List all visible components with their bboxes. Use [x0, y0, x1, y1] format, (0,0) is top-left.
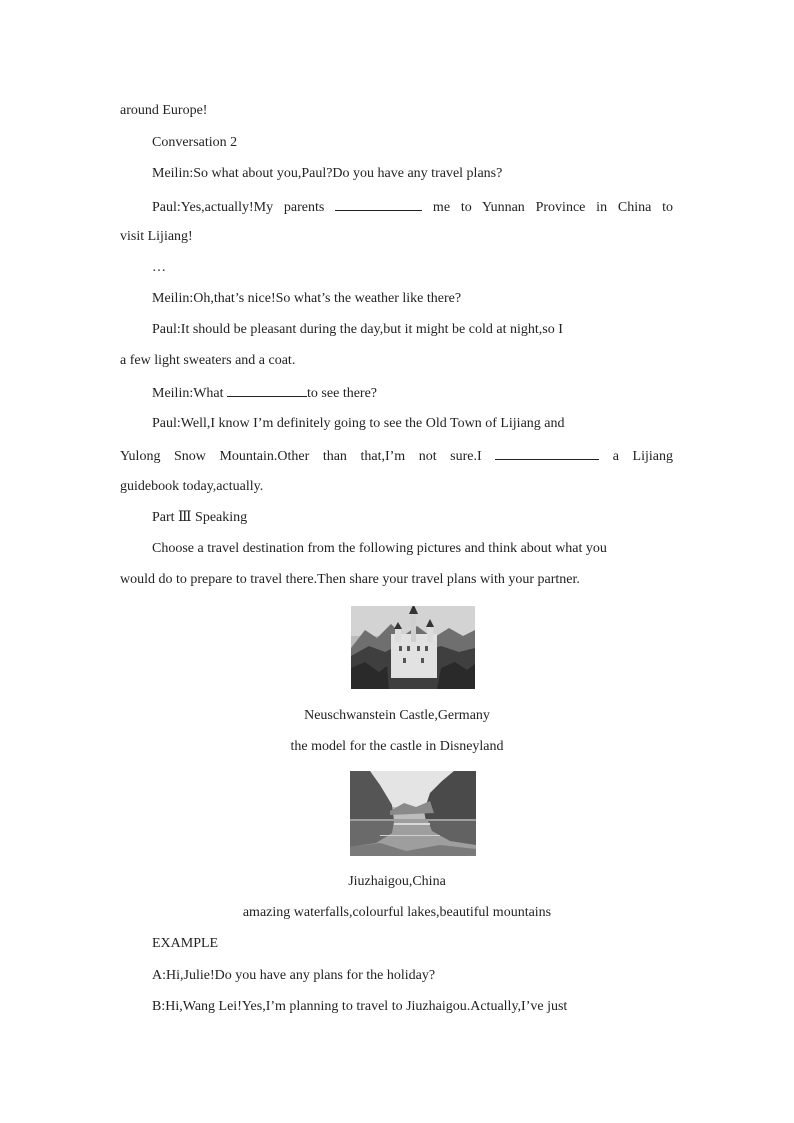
text-line: around Europe!: [120, 103, 208, 118]
dialogue-line: Paul:Well,I know I’m definitely going to see the Old Town of Lijiang and: [152, 416, 565, 431]
part-heading: Part Ⅲ Speaking: [152, 510, 248, 525]
section-heading: EXAMPLE: [152, 936, 219, 951]
answer-blank[interactable]: [335, 196, 422, 211]
photo-caption: Neuschwanstein Castle,Germany: [304, 708, 490, 723]
dialogue-text: to see there?: [307, 386, 378, 401]
photo-caption: Jiuzhaigou,China: [348, 874, 446, 889]
instruction-text: would do to prepare to travel there.Then share your travel plans with your partner.: [120, 572, 580, 587]
lake-photo: [350, 771, 476, 856]
dialogue-line: Meilin:Oh,that’s nice!So what’s the weather like there?: [152, 291, 462, 306]
dialogue-text: Meilin:What: [152, 386, 228, 401]
castle-photo: [351, 606, 475, 689]
dialogue-line: Meilin:So what about you,Paul?Do you have any travel plans?: [152, 166, 503, 181]
dialogue-line: [120, 445, 673, 467]
dialogue-line: [152, 382, 673, 404]
text-line: a few light sweaters and a coat.: [120, 353, 296, 368]
text-line: visit Lijiang!: [120, 229, 193, 244]
dialogue-text: a Lijiang: [599, 449, 673, 464]
section-heading: Conversation 2: [152, 135, 238, 150]
dialogue-text: me to Yunnan Province in China to: [422, 200, 674, 215]
instruction-text: Choose a travel destination from the following pictures and think about what you: [152, 541, 607, 556]
answer-blank[interactable]: [227, 382, 307, 397]
text-line: guidebook today,actually.: [120, 479, 264, 494]
dialogue-line: Paul:It should be pleasant during the day,but it might be cold at night,so I: [152, 322, 563, 337]
dialogue-text: Yulong Snow Mountain.Other than that,I’m not sure.I: [120, 449, 496, 464]
dialogue-line: A:Hi,Julie!Do you have any plans for the holiday?: [152, 968, 436, 983]
dialogue-line: B:Hi,Wang Lei!Yes,I’m planning to travel to Jiuzhaigou.Actually,I’ve just: [152, 999, 568, 1014]
photo-caption: the model for the castle in Disneyland: [290, 739, 504, 754]
dialogue-line: [152, 196, 673, 218]
answer-blank[interactable]: [495, 445, 599, 460]
dialogue-text: Paul:Yes,actually!My parents: [152, 200, 336, 215]
ellipsis: …: [152, 260, 166, 275]
photo-caption: amazing waterfalls,colourful lakes,beautiful mountains: [242, 905, 552, 920]
